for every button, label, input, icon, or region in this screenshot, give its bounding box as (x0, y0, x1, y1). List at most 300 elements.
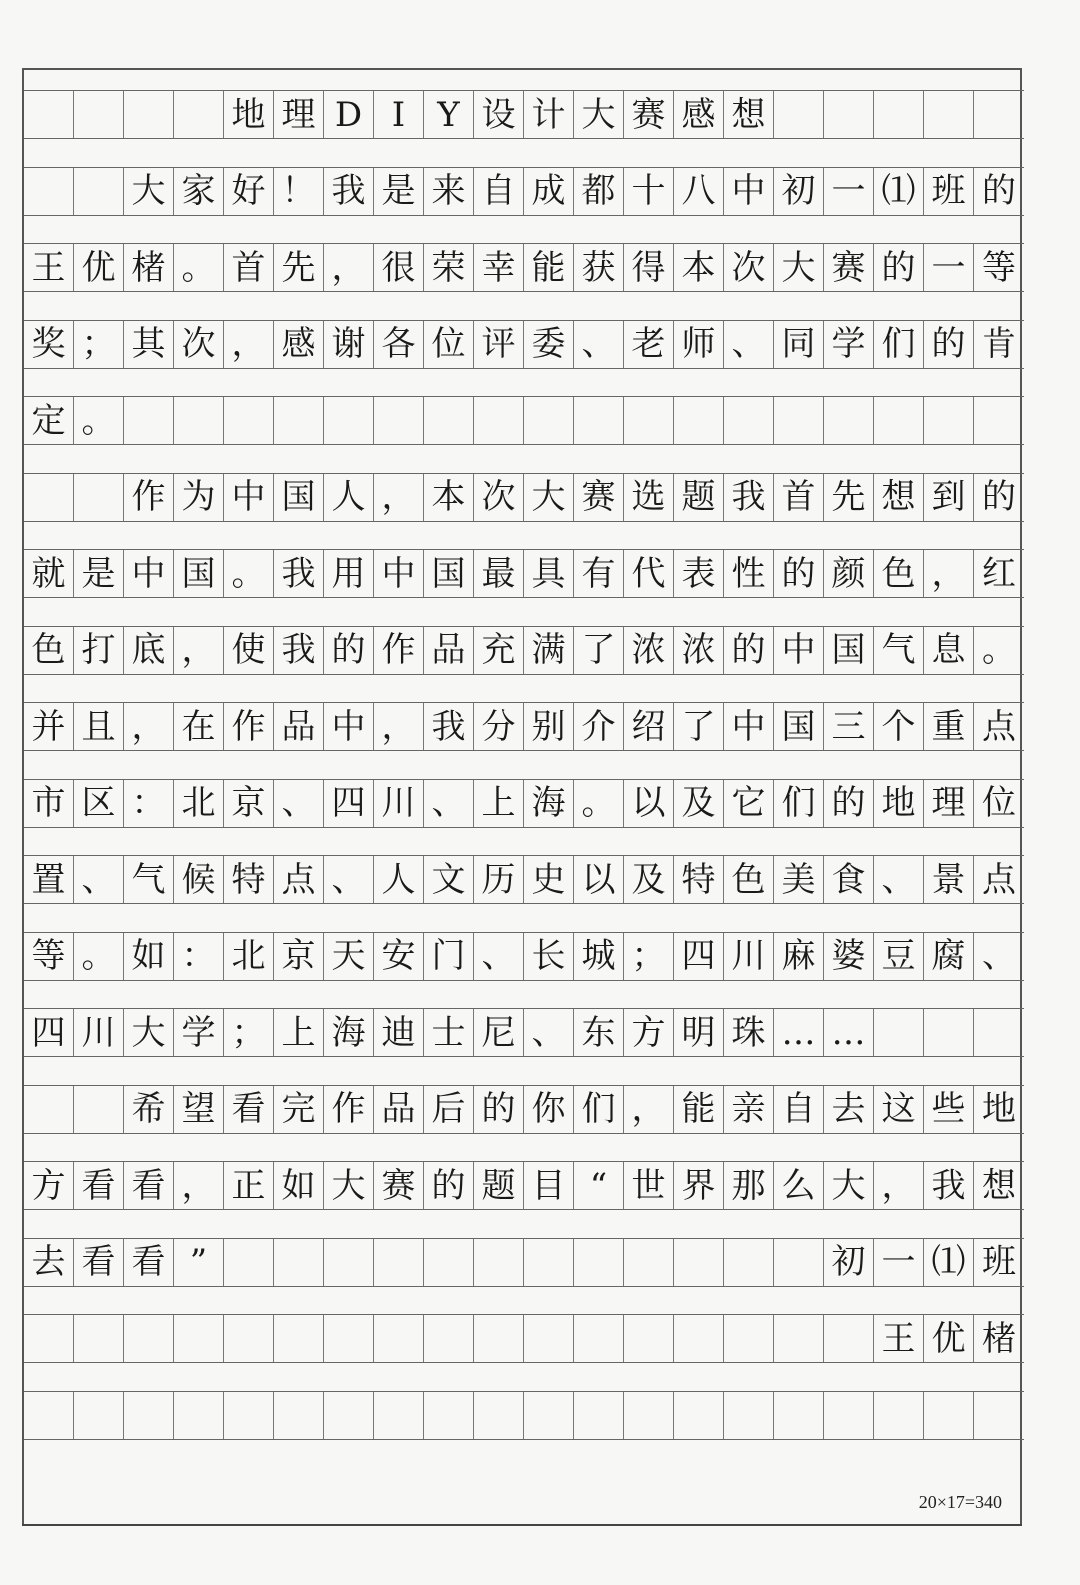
grid-cell (474, 397, 524, 444)
grid-cell: 国 (774, 703, 824, 750)
grid-cell (24, 168, 74, 215)
grid-cell: 学 (174, 1009, 224, 1056)
grid-cell: 一 (874, 1239, 924, 1286)
grid-cell (324, 1392, 374, 1439)
grid-cell: 。 (982, 630, 1016, 670)
grid-cell: 地 (224, 91, 274, 138)
grid-cell: 的 (982, 171, 1016, 211)
grid-cell: 优 (74, 244, 124, 291)
grid-cell: … (774, 1009, 824, 1056)
grid-cell: 各 (374, 321, 424, 368)
grid-cell: 赛 (824, 244, 874, 291)
grid-cell: 以 (574, 856, 624, 903)
grid-cell: ， (874, 1162, 924, 1209)
grid-row (24, 702, 1024, 751)
grid-cell: 别 (524, 703, 574, 750)
grid-cell: 们 (774, 780, 824, 827)
grid-cell (924, 91, 974, 138)
grid-row (24, 1008, 1024, 1057)
grid-cell: 品 (274, 703, 324, 750)
grid-cell (374, 1315, 424, 1362)
grid-cell: 首 (224, 244, 274, 291)
grid-cell: 海 (324, 1009, 374, 1056)
grid-cell: 幸 (474, 244, 524, 291)
grid-cell (824, 91, 874, 138)
grid-cell: 区 (74, 780, 124, 827)
grid-cell: 次 (474, 474, 524, 521)
grid-cell (524, 397, 574, 444)
grid-cell: 些 (924, 1086, 974, 1133)
grid-row (24, 1161, 1024, 1210)
grid-row (24, 549, 1024, 598)
grid-cell: 了 (574, 627, 624, 674)
grid-row (24, 1314, 1024, 1363)
grid-cell: ； (74, 321, 124, 368)
grid-cell: 在 (174, 703, 224, 750)
composition-paper (22, 68, 1022, 1526)
grid-cell: 自 (474, 168, 524, 215)
grid-cell: 首 (774, 474, 824, 521)
grid-cell (74, 1315, 124, 1362)
grid-cell: 点 (982, 859, 1016, 900)
grid-cell: 理 (924, 780, 974, 827)
grid-cell: 、 (524, 1009, 574, 1056)
grid-cell: 那 (724, 1162, 774, 1209)
grid-cell: 十 (624, 168, 674, 215)
grid-cell (624, 1392, 674, 1439)
grid-cell: 中 (774, 627, 824, 674)
grid-cell (924, 397, 974, 444)
grid-cell: ⑴ (874, 168, 924, 215)
grid-cell: 个 (874, 703, 924, 750)
grid-cell: 能 (524, 244, 574, 291)
grid-cell: 大 (124, 1009, 174, 1056)
grid-row (24, 626, 1024, 675)
grid-cell: 用 (324, 550, 374, 597)
grid-cell: 京 (224, 780, 274, 827)
grid-cell: 谢 (324, 321, 374, 368)
grid-cell: ： (174, 933, 224, 980)
grid-cell (24, 1086, 74, 1133)
grid-row (24, 1238, 1024, 1287)
grid-cell (224, 1315, 274, 1362)
grid-cell (924, 1392, 974, 1439)
grid-cell: 具 (524, 550, 574, 597)
grid-cell: 到 (924, 474, 974, 521)
grid-cell: 市 (24, 780, 74, 827)
grid-cell: 题 (474, 1162, 524, 1209)
grid-cell (174, 1315, 224, 1362)
grid-cell: ， (324, 244, 374, 291)
grid-cell: 迪 (374, 1009, 424, 1056)
grid-cell: 的 (924, 321, 974, 368)
grid-cell: 川 (74, 1009, 124, 1056)
grid-cell (974, 397, 1024, 444)
grid-cell (824, 397, 874, 444)
grid-cell (74, 1392, 124, 1439)
grid-cell (974, 1392, 1024, 1439)
grid-cell (274, 1392, 324, 1439)
grid-cell: 成 (524, 168, 574, 215)
grid-cell: ， (124, 703, 174, 750)
grid-cell: 好 (224, 168, 274, 215)
grid-cell: 四 (674, 933, 724, 980)
grid-cell (124, 1392, 174, 1439)
grid-cell (574, 397, 624, 444)
grid-cell: ， (374, 474, 424, 521)
grid-cell: 楮 (982, 1318, 1016, 1359)
grid-cell: 定 (24, 397, 74, 444)
grid-cell (174, 397, 224, 444)
grid-cell: 地 (982, 1089, 1016, 1129)
grid-cell (74, 91, 124, 138)
grid-cell (74, 168, 124, 215)
grid-cell: 的 (474, 1086, 524, 1133)
grid-cell: 想 (874, 474, 924, 521)
grid-cell: 一 (824, 168, 874, 215)
grid-cell: 士 (424, 1009, 474, 1056)
grid-cell (824, 1392, 874, 1439)
grid-cell: 史 (524, 856, 574, 903)
grid-cell (974, 1009, 1024, 1056)
grid-cell (474, 1315, 524, 1362)
grid-cell: 作 (124, 474, 174, 521)
grid-cell: 有 (574, 550, 624, 597)
grid-cell (324, 397, 374, 444)
grid-cell: Y (424, 91, 474, 138)
grid-cell: 国 (174, 550, 224, 597)
grid-cell: 王 (874, 1315, 924, 1362)
grid-cell: 赛 (624, 91, 674, 138)
grid-cell (324, 1239, 374, 1286)
grid-cell: 完 (274, 1086, 324, 1133)
grid-cell: 安 (374, 933, 424, 980)
grid-cell: 优 (924, 1315, 974, 1362)
grid-cell: 珠 (724, 1009, 774, 1056)
grid-cell (274, 1239, 324, 1286)
grid-cell (624, 1239, 674, 1286)
grid-cell: 尼 (474, 1009, 524, 1056)
grid-cell: 天 (324, 933, 374, 980)
grid-cell: 、 (724, 321, 774, 368)
grid-cell: 置 (24, 856, 74, 903)
grid-cell (774, 397, 824, 444)
grid-cell: 么 (774, 1162, 824, 1209)
grid-cell: 看 (74, 1239, 124, 1286)
grid-cell: 楮 (124, 244, 174, 291)
grid-cell: 看 (224, 1086, 274, 1133)
grid-cell (74, 474, 124, 521)
grid-cell: 介 (574, 703, 624, 750)
grid-cell: 初 (824, 1239, 874, 1286)
grid-cell: 代 (624, 550, 674, 597)
grid-cell: 。 (74, 397, 124, 444)
grid-row (24, 855, 1024, 904)
grid-cell: 先 (274, 244, 324, 291)
grid-cell: ： (124, 780, 174, 827)
grid-cell: 次 (724, 244, 774, 291)
grid-cell (24, 91, 74, 138)
grid-cell (674, 1315, 724, 1362)
grid-cell: 设 (474, 91, 524, 138)
grid-cell: 使 (224, 627, 274, 674)
grid-cell: 、 (982, 936, 1016, 976)
grid-cell: 表 (674, 550, 724, 597)
grid-cell (924, 1009, 974, 1056)
grid-cell: 感 (674, 91, 724, 138)
grid-cell: 我 (424, 703, 474, 750)
grid-cell (724, 1315, 774, 1362)
grid-cell: 们 (574, 1086, 624, 1133)
grid-row (24, 243, 1024, 292)
grid-cell: 方 (624, 1009, 674, 1056)
grid-cell: 浓 (624, 627, 674, 674)
grid-cell: 获 (574, 244, 624, 291)
grid-cell: 绍 (624, 703, 674, 750)
grid-cell: 的 (324, 627, 374, 674)
grid-cell: 大 (124, 168, 174, 215)
grid-cell: 性 (724, 550, 774, 597)
grid-cell (524, 1315, 574, 1362)
grid-cell: ， (374, 703, 424, 750)
grid-cell: 老 (624, 321, 674, 368)
grid-cell: 食 (824, 856, 874, 903)
grid-cell: 中 (224, 474, 274, 521)
grid-cell: 的 (724, 627, 774, 674)
grid-cell: 婆 (824, 933, 874, 980)
grid-cell: 方 (24, 1162, 74, 1209)
grid-cell: 底 (124, 627, 174, 674)
grid-row (24, 779, 1024, 828)
grid-cell: 以 (624, 780, 674, 827)
grid-cell (224, 397, 274, 444)
grid-cell: 看 (74, 1162, 124, 1209)
grid-cell: 望 (174, 1086, 224, 1133)
grid-cell (224, 1239, 274, 1286)
grid-cell: 、 (274, 780, 324, 827)
grid-cell (424, 397, 474, 444)
grid-cell (174, 91, 224, 138)
grid-cell: 题 (674, 474, 724, 521)
grid-cell: 是 (74, 550, 124, 597)
grid-cell (874, 91, 924, 138)
grid-cell (374, 1239, 424, 1286)
grid-cell: 后 (424, 1086, 474, 1133)
grid-cell: “ (574, 1162, 624, 1209)
grid-cell: 门 (424, 933, 474, 980)
grid-cell: 得 (624, 244, 674, 291)
grid-cell: 海 (524, 780, 574, 827)
grid-cell: 川 (724, 933, 774, 980)
grid-cell: 明 (674, 1009, 724, 1056)
grid-cell (24, 474, 74, 521)
grid-cell: 、 (874, 856, 924, 903)
grid-cell (774, 1392, 824, 1439)
grid-cell: 亲 (724, 1086, 774, 1133)
grid-cell: 并 (24, 703, 74, 750)
grid-cell: D (324, 91, 374, 138)
grid-cell: 这 (874, 1086, 924, 1133)
grid-cell: 看 (124, 1239, 174, 1286)
grid-cell: 选 (624, 474, 674, 521)
grid-cell: 世 (624, 1162, 674, 1209)
grid-cell: 同 (774, 321, 824, 368)
grid-cell (524, 1392, 574, 1439)
grid-cell: 浓 (674, 627, 724, 674)
grid-cell: 界 (674, 1162, 724, 1209)
grid-cell: 气 (874, 627, 924, 674)
grid-cell: 城 (574, 933, 624, 980)
grid-row (24, 1391, 1024, 1440)
grid-cell: 充 (474, 627, 524, 674)
grid-cell: 川 (374, 780, 424, 827)
grid-cell (124, 1315, 174, 1362)
grid-cell: 的 (774, 550, 824, 597)
grid-cell: ， (224, 321, 274, 368)
grid-cell: 人 (374, 856, 424, 903)
grid-cell (224, 1392, 274, 1439)
grid-cell: 及 (674, 780, 724, 827)
grid-cell (874, 1009, 924, 1056)
grid-cell: 满 (524, 627, 574, 674)
grid-cell (124, 91, 174, 138)
grid-cell: 气 (124, 856, 174, 903)
grid-cell: 的 (824, 780, 874, 827)
grid-cell: 我 (324, 168, 374, 215)
grid-cell (724, 397, 774, 444)
grid-cell: 品 (424, 627, 474, 674)
grid-row (24, 167, 1024, 216)
grid-cell: 作 (224, 703, 274, 750)
grid-cell: 四 (24, 1009, 74, 1056)
grid-cell: 次 (174, 321, 224, 368)
grid-cell (674, 1239, 724, 1286)
grid-cell: 特 (674, 856, 724, 903)
grid-cell: 荣 (424, 244, 474, 291)
grid-cell: 位 (982, 783, 1016, 823)
grid-cell: 理 (274, 91, 324, 138)
grid-cell: 等 (982, 247, 1016, 288)
grid-cell: … (824, 1009, 874, 1056)
grid-cell: 师 (674, 321, 724, 368)
grid-cell (574, 1239, 624, 1286)
grid-cell (974, 91, 1024, 138)
grid-cell: 。 (174, 244, 224, 291)
grid-cell: 来 (424, 168, 474, 215)
grid-cell: 很 (374, 244, 424, 291)
grid-cell: 学 (824, 321, 874, 368)
grid-cell (874, 1392, 924, 1439)
grid-cell: 为 (174, 474, 224, 521)
grid-cell: 我 (274, 627, 324, 674)
grid-cell (424, 1392, 474, 1439)
grid-cell: 如 (274, 1162, 324, 1209)
grid-cell: 感 (274, 321, 324, 368)
grid-cell (124, 397, 174, 444)
grid-cell: 我 (724, 474, 774, 521)
grid-cell: 重 (924, 703, 974, 750)
grid-cell: 位 (424, 321, 474, 368)
grid-cell: I (374, 91, 424, 138)
grid-cell (774, 91, 824, 138)
grid-cell: 三 (824, 703, 874, 750)
grid-cell: 我 (274, 550, 324, 597)
grid-cell: 王 (24, 244, 74, 291)
grid-cell: 等 (24, 933, 74, 980)
grid-cell: 、 (474, 933, 524, 980)
grid-cell (874, 397, 924, 444)
grid-cell: 是 (374, 168, 424, 215)
grid-cell: 其 (124, 321, 174, 368)
grid-cell: 看 (124, 1162, 174, 1209)
grid-cell: 的 (424, 1162, 474, 1209)
grid-cell: 最 (474, 550, 524, 597)
grid-cell: 计 (524, 91, 574, 138)
grid-cell: 北 (174, 780, 224, 827)
grid-cell: 品 (374, 1086, 424, 1133)
grid-cell (624, 397, 674, 444)
grid-cell: 们 (874, 321, 924, 368)
grid-cell: 大 (524, 474, 574, 521)
grid-cell: 了 (674, 703, 724, 750)
grid-cell: 中 (374, 550, 424, 597)
grid-cell (24, 1315, 74, 1362)
grid-cell (474, 1392, 524, 1439)
grid-cell: 去 (824, 1086, 874, 1133)
grid-cell (324, 1315, 374, 1362)
grid-cell (274, 397, 324, 444)
grid-cell: 文 (424, 856, 474, 903)
grid-cell: 历 (474, 856, 524, 903)
grid-cell: 正 (224, 1162, 274, 1209)
grid-cell: 中 (724, 703, 774, 750)
grid-cell: 颜 (824, 550, 874, 597)
grid-cell: 评 (474, 321, 524, 368)
grid-cell (824, 1315, 874, 1362)
grid-row (24, 320, 1024, 369)
grid-cell: 的 (874, 244, 924, 291)
grid-cell: 京 (274, 933, 324, 980)
grid-cell: 的 (982, 477, 1016, 517)
grid-cell: 大 (324, 1162, 374, 1209)
grid-cell: 家 (174, 168, 224, 215)
grid-cell: ！ (274, 168, 324, 215)
grid-cell: 先 (824, 474, 874, 521)
grid-cell: 四 (324, 780, 374, 827)
grid-cell: 肯 (982, 324, 1016, 364)
grid-cell: 豆 (874, 933, 924, 980)
grid-cell: 大 (774, 244, 824, 291)
grid-cell: 候 (174, 856, 224, 903)
grid-cell: 。 (574, 780, 624, 827)
grid-cell: 腐 (924, 933, 974, 980)
grid-cell: 奖 (24, 321, 74, 368)
grid-cell: 赛 (574, 474, 624, 521)
grid-cell: 本 (424, 474, 474, 521)
grid-cell: 希 (124, 1086, 174, 1133)
grid-cell: 特 (224, 856, 274, 903)
grid-cell (24, 1392, 74, 1439)
grid-cell (374, 1392, 424, 1439)
grid-cell (424, 1239, 474, 1286)
grid-cell: 八 (674, 168, 724, 215)
grid-cell: 自 (774, 1086, 824, 1133)
bottom-rule (22, 1524, 1022, 1526)
grid-cell: 且 (74, 703, 124, 750)
grid-cell: 目 (524, 1162, 574, 1209)
grid-cell: ， (924, 550, 974, 597)
grid-cell: 色 (874, 550, 924, 597)
